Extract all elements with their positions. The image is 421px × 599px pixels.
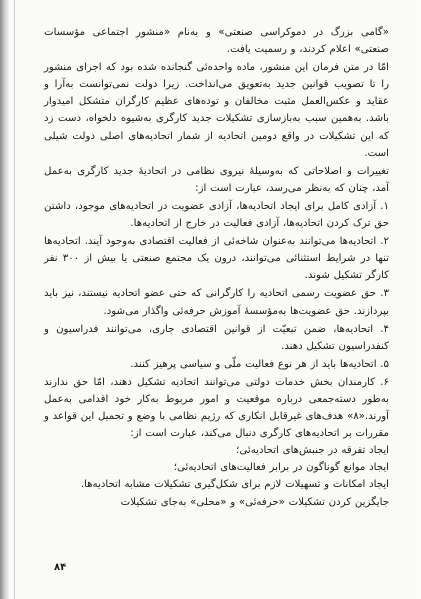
paragraph-1: «گامی بزرگ در دموکراسی صنعتی» و به‌نام «منشور اجتماعی مؤسسات صنعتی» اعلام کردند، و رسمیت یافت. [44,27,389,56]
list-item-1: ۱. آزادی کامل برای ایجاد اتحادیه‌ها، آزادی عضویت در اتحادیه‌های موجود، داشتن حق ترک کردن اتحادیه‌ها، آزادی فعالیت در خارج از اتحادیه‌ها. [44,200,389,230]
list-item-4: ۴. اتحادیه‌ها، ضمن تبعیّت از قوانین اقتصادی جاری، می‌توانند فدراسیون و کنفدراسیون تشکیل دهند. [44,323,389,352]
list-item-2: ۲. اتحادیه‌ها می‌توانند به‌عنوان شاخه‌ئی از فعالیت اقتصادی به‌وجود آیند. اتحادیه‌ها تنها در شرایط استثنائی می‌توانند، درون یک مجتمع صنعتی یا بیش از ۳۰۰ نفر کارگر تشکیل شوند. [44,236,390,282]
goal-4: جایگزین کردن تشکیلات «حرفه‌ئی» و «محلی» به‌جای تشکیلات [120,496,389,508]
goal-3: ایجاد امکانات و تسهیلات لازم برای شکل‌گیری تشکیلات مشابه اتحادیه‌ها. [80,479,389,491]
body-text [44,24,389,511]
paragraph-3: تغییرات و اصلاحاتی که به‌وسیلهٔ نیروی نظامی در اتحادیهٔ جدید کارگری به‌عمل آمد، چنان که به‌نظر می‌رسد، عبارت است از: [44,165,389,194]
paragraph-2: امّا در متن فرمان این منشور، ماده واحده‌ئی گنجانده شده بود که اجرای منشور را تا تصویب قوانین جدید به‌تعویق می‌انداخت. زیرا دولت نمی‌توانست به‌آرا و عقاید و عکس‌العمل مثبت مخالفان و توده‌های عظیم کارگران متشکل امیدوار باشد. به‌همین سبب به‌بازسازی تشکیلات جدید کارگری به‌شیوه دلخواه، دست زد که این تشکیلات در واقع دومین اتحادیه از شمار اتحادیه‌های اصلی دولت شیلی است. [44,62,389,159]
goal-1: ایجاد تفرقه در جنبش‌های اتحادیه‌ئی؛ [236,445,389,457]
binding-shadow [0,0,9,599]
list-item-6: ۶. کارمندان بخش خدمات دولتی می‌توانند اتحادیه تشکیل دهند، امّا حق ندارند به‌طور دسته‌جمعی درباره موقعیت و امور مربوط به‌کار خود اقدامی به‌عمل آورند.«۸» هدف‌های غیرقابل انکاری که رژیم نظامی با وضع و تحمیل این قواعد و مقررات بر اتحادیه‌های کارگری دنبال می‌کند، عبارت است از: [44,376,389,440]
goal-2: ایجاد موانع گوناگون در برابر فعالیت‌های اتحادیه‌ئی؛ [173,462,389,474]
list-item-3: ۳. حق عضویت رسمی اتحادیه را کارگرانی که حتی عضو اتحادیه نیستند، نیز باید بپردازند. حق عضویت‌ها به‌مؤسسهٔ آموزش حرفه‌ئی واگذار می‌شود. [44,288,389,317]
page-number: ۸۴ [54,562,67,573]
list-item-5: ۵. اتحادیه‌ها باید از هر نوع فعالیت ملّی و سیاسی پرهیز کنند. [130,358,389,370]
